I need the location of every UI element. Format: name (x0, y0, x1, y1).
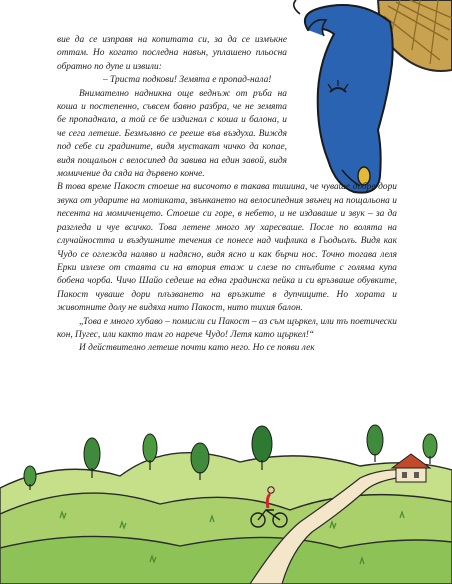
countryside-illustration (0, 418, 452, 584)
paragraph: – Триста подкови! Земята е пропад-нала! (103, 75, 272, 86)
narrow-text-column (57, 34, 287, 181)
paragraph: вие да се изправя на копитата си, за да се измъкне оттам. Но когато последна навън, уплашено пльосна обратно по дупе и извили: (57, 35, 287, 72)
paragraph: И действително летеше почти като него. Но се появи лек (79, 343, 315, 354)
story-text (57, 34, 397, 356)
paragraph: Внимателно надникна още веднъж от ръба на коша и постепенно, съвсем бавно разбра, че не земята бе пропаднала, а той се бе издигнал с коша и балона, и че сега летеше. Безмълвно се рееше във въздуха. Виждя под себе си градините, видя мустакат чичко да копае, видя пощальон с велосипед да завива на един завой, видя момичение да сяда на дървено конче. (57, 88, 287, 180)
paragraph: „Това е много хубаво – помисли си Пакост – аз съм щъркел, или тъ поетически кон, Пугес, или както там го нарече Чудо! Летя като щъркел!“ (57, 316, 397, 340)
farmhouse-icon (392, 454, 430, 482)
paragraph: В това време Пакост стоеше на височото в такава тишина, че чуваше добре дори звука от ударите на мотиката, звънкането на велосипедния звънец на пощальона и песента на момиченцето. Стоеше си горе, в небето, и не издаваше и звук – за да разгледа и чуе всичко. Това летене много му харесваше. После по волята на случайността и въздушните течения се понесе над чифлика в Гьодьолъ. Видя как Чудо се оглежда наляво и надясно, видя ясно и как бърчи нос. Точно тогава леля Ерки излезе от стаята си на втория етаж и слезе по стълбите с голяма купа бобена чорба. Чичо Шайо седеше на една градинска пейка и си връзваше обувките, Пакост чуваше дори плъзването на връзките в дупчиците. Но хората и животните долу не видяха нито Пакост, нито тихия балон. (57, 182, 397, 314)
